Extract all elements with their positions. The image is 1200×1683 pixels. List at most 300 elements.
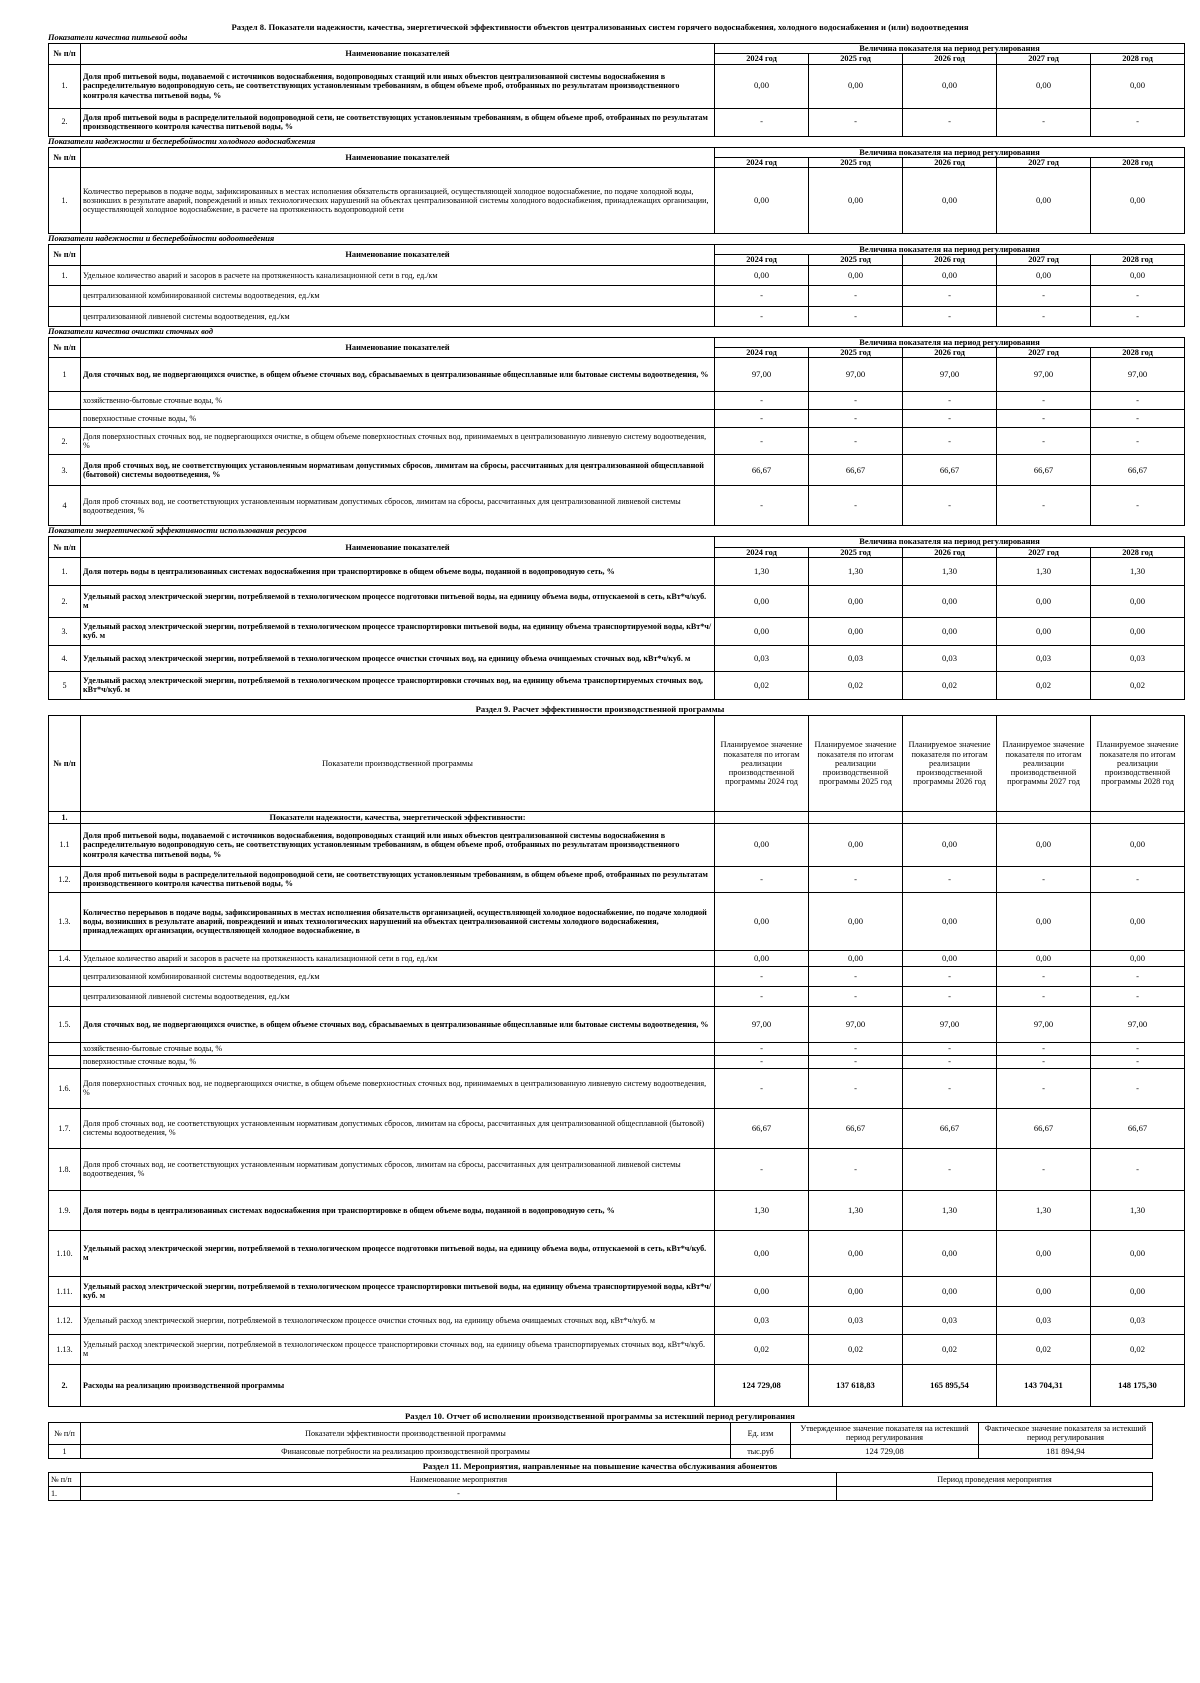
year-header: 2026 год	[903, 348, 997, 358]
col-name-header: Наименование показателей	[81, 537, 715, 558]
row-name: Удельный расход электрической энергии, потребляемой в технологическом процессе транспортировки сточных вод, на единицу объема транспортируемых сточных вод, кВт*ч/куб. м	[81, 671, 715, 699]
row-value: 0,00	[809, 823, 903, 866]
row-name: Доля проб питьевой воды, подаваемой с источников водоснабжения, водопроводных станций или иных объектов централизованной системы водоснабжения в распределительную водопроводную сеть, не соответствующих установленным требованиям, в общем объеме проб, отобранных по результатам производственного контроля качества питьевой воды, %	[81, 64, 715, 108]
col-value-header: Величина показателя на период регулирования	[715, 147, 1185, 157]
row-value: -	[1091, 486, 1185, 526]
row-value: 0,00	[715, 1276, 809, 1306]
row-value: 0,00	[903, 950, 997, 966]
row-value: 124 729,08	[715, 1364, 809, 1406]
row-value: 0,00	[1091, 617, 1185, 645]
row-value: 0,00	[715, 585, 809, 617]
table-row	[49, 892, 1185, 950]
row-value: 0,00	[997, 823, 1091, 866]
row-value: -	[715, 1148, 809, 1190]
row-value: 66,67	[997, 1108, 1091, 1148]
row-value: 0,00	[1091, 585, 1185, 617]
row-value: 0,02	[715, 1334, 809, 1364]
row-value: -	[1091, 966, 1185, 986]
col-approved-header: Утвержденное значение показателя на истекший период регулирования	[791, 1422, 979, 1444]
row-value: -	[1091, 1068, 1185, 1108]
row-value: 0,03	[715, 645, 809, 671]
row-value: -	[903, 306, 997, 326]
year-header: 2028 год	[1091, 255, 1185, 265]
year-header: 2024 год	[715, 157, 809, 167]
row-number: 1.	[49, 557, 81, 585]
row-value: -	[809, 108, 903, 136]
row-name: поверхностные сточные воды, %	[81, 1055, 715, 1068]
row-value: -	[809, 486, 903, 526]
row-value: -	[903, 428, 997, 455]
table-row	[49, 1055, 1185, 1068]
row-number: 1.5.	[49, 1006, 81, 1042]
row-number: 1.6.	[49, 1068, 81, 1108]
row-number: 1.	[49, 64, 81, 108]
row-value: -	[1091, 410, 1185, 428]
row-value: 66,67	[715, 455, 809, 486]
row-value: 0,00	[997, 617, 1091, 645]
table-row	[49, 823, 1185, 866]
row-value: 0,00	[809, 1230, 903, 1276]
row-number: 2.	[49, 585, 81, 617]
year-header: 2025 год	[809, 348, 903, 358]
row-value: 0,00	[715, 265, 809, 285]
row-value: 0,00	[715, 823, 809, 866]
row-unit: тыс.руб	[731, 1444, 791, 1458]
table-row	[49, 1006, 1185, 1042]
col-value-header: Величина показателя на период регулирования	[715, 245, 1185, 255]
row-name: Доля сточных вод, не подвергающихся очистке, в общем объеме сточных вод, сбрасываемых в централизованные общесплавные или бытовые системы водоотведения, %	[81, 1006, 715, 1042]
row-value: -	[997, 1068, 1091, 1108]
row-value: -	[997, 108, 1091, 136]
row-name: Доля проб питьевой воды, подаваемой с источников водоснабжения, водопроводных станций или иных объектов централизованной системы водоснабжения в распределительную водопроводную сеть, не соответствующих установленным требованиям, в общем объеме проб, отобранных по результатам производственного контроля качества питьевой воды, %	[81, 823, 715, 866]
row-value: -	[1091, 1148, 1185, 1190]
row-value: 0,00	[903, 1230, 997, 1276]
row-value: 143 704,31	[997, 1364, 1091, 1406]
row-value: 0,00	[903, 64, 997, 108]
row-value: 0,00	[997, 168, 1091, 234]
row-name: хозяйственно-бытовые сточные воды, %	[81, 392, 715, 410]
row-actual: 181 894,94	[979, 1444, 1153, 1458]
row-value: 1,30	[997, 1190, 1091, 1230]
row-period	[837, 1486, 1153, 1500]
row-value: 137 618,83	[809, 1364, 903, 1406]
row-value: -	[809, 1068, 903, 1108]
row-value: -	[997, 966, 1091, 986]
cold-water-reliability-title: Показатели надежности и бесперебойности холодного водоснабжения	[48, 136, 316, 146]
water-quality-title: Показатели качества питьевой воды	[48, 33, 188, 42]
row-value: 0,00	[997, 585, 1091, 617]
row-value: -	[715, 392, 809, 410]
row-number	[49, 306, 81, 326]
row-value: 0,00	[809, 950, 903, 966]
year-header: 2027 год	[997, 255, 1091, 265]
row-value: -	[809, 1042, 903, 1055]
year-header: 2024 год	[715, 348, 809, 358]
row-value: -	[809, 392, 903, 410]
row-value: 0,00	[1091, 892, 1185, 950]
row-value: -	[903, 1042, 997, 1055]
row-value: 0,02	[903, 671, 997, 699]
section-11-title: Раздел 11. Мероприятия, направленные на повышение качества обслуживания абонентов	[422, 1460, 778, 1471]
row-value: 0,03	[1091, 1306, 1185, 1334]
row-value: 148 175,30	[1091, 1364, 1185, 1406]
row-value: -	[1091, 1055, 1185, 1068]
col-value-header: Планируемое значение показателя по итогам реализации производственной программы 2027 год	[997, 715, 1091, 811]
cold-water-reliability-table	[48, 147, 1185, 235]
row-number: 1.10.	[49, 1230, 81, 1276]
year-header: 2026 год	[903, 157, 997, 167]
year-header: 2026 год	[903, 547, 997, 557]
row-value: 97,00	[715, 358, 809, 392]
col-no-header: № п/п	[49, 337, 81, 358]
row-value: 1,30	[903, 557, 997, 585]
row-value: -	[715, 285, 809, 306]
table-row	[49, 428, 1185, 455]
row-value: 0,00	[997, 64, 1091, 108]
row-number	[49, 410, 81, 428]
row-name: Удельный расход электрической энергии, потребляемой в технологическом процессе очистки сточных вод, на единицу объема очищаемых сточных вод, кВт*ч/куб. м	[81, 1306, 715, 1334]
col-value-header: Планируемое значение показателя по итогам реализации производственной программы 2025 год	[809, 715, 903, 811]
row-value: 0,00	[715, 892, 809, 950]
col-value-header: Планируемое значение показателя по итогам реализации производственной программы 2028 год	[1091, 715, 1185, 811]
row-value: -	[809, 306, 903, 326]
row-value: -	[997, 410, 1091, 428]
row-value: 0,00	[903, 265, 997, 285]
row-value: -	[903, 410, 997, 428]
col-name-header: Наименование показателей	[81, 337, 715, 358]
row-value: 66,67	[903, 455, 997, 486]
row-number: 1.2.	[49, 866, 81, 892]
row-value: -	[997, 392, 1091, 410]
row-value: 0,03	[997, 1306, 1091, 1334]
col-no-header: № п/п	[49, 715, 81, 811]
table-row	[49, 966, 1185, 986]
row-value: 97,00	[903, 1006, 997, 1042]
row-value: -	[1091, 1042, 1185, 1055]
table-row	[49, 1108, 1185, 1148]
table-row	[49, 1190, 1185, 1230]
table-row	[49, 1486, 1153, 1500]
table-row	[49, 1334, 1185, 1364]
wastewater-quality-table	[48, 337, 1185, 527]
row-number: 1.	[49, 168, 81, 234]
row-value: -	[715, 966, 809, 986]
row-value: 0,03	[903, 645, 997, 671]
year-header: 2028 год	[1091, 54, 1185, 64]
row-name: Доля проб питьевой воды в распределительной водопроводной сети, не соответствующих установленным требованиям, в общем объеме проб, отобранных по результатам производственного контроля качества питьевой воды, %	[81, 108, 715, 136]
row-number: 1.13.	[49, 1334, 81, 1364]
table-row	[49, 486, 1185, 526]
year-header: 2027 год	[997, 547, 1091, 557]
row-name: централизованной ливневой системы водоотведения, ед./км	[81, 306, 715, 326]
table-row	[49, 455, 1185, 486]
row-value: 0,03	[903, 1306, 997, 1334]
row-number: 1.7.	[49, 1108, 81, 1148]
row-value: 66,67	[809, 455, 903, 486]
row-value: -	[903, 1068, 997, 1108]
row-name: централизованной комбинированной системы водоотведения, ед./км	[81, 285, 715, 306]
row-value: -	[1091, 392, 1185, 410]
col-name-header: Наименование показателей	[81, 44, 715, 65]
year-header: 2028 год	[1091, 348, 1185, 358]
row-number: 1.9.	[49, 1190, 81, 1230]
row-number: 4.	[49, 645, 81, 671]
row-value: 0,00	[715, 617, 809, 645]
row-value: 0,03	[715, 1306, 809, 1334]
row-name: Удельное количество аварий и засоров в расчете на протяженность канализационной сети в год, ед./км	[81, 265, 715, 285]
row-value: -	[809, 866, 903, 892]
section-10-title: Раздел 10. Отчет об исполнении производственной программы за истекший период регулирования	[404, 1410, 795, 1421]
row-value: 0,02	[903, 1334, 997, 1364]
row-number: 1.3.	[49, 892, 81, 950]
year-header: 2027 год	[997, 54, 1091, 64]
row-value: 0,00	[809, 64, 903, 108]
table-row	[49, 866, 1185, 892]
row-number: 1	[49, 1444, 81, 1458]
row-value: 0,02	[809, 671, 903, 699]
row-value: -	[1091, 108, 1185, 136]
row-value: 0,00	[715, 950, 809, 966]
row-value: 0,00	[903, 168, 997, 234]
row-value: 1,30	[715, 557, 809, 585]
col-no-header: № п/п	[49, 537, 81, 558]
row-name: Доля потерь воды в централизованных системах водоснабжения при транспортировке в общем объеме воды, поданной в водопроводную сеть, %	[81, 557, 715, 585]
row-value: -	[903, 486, 997, 526]
row-name: Удельный расход электрической энергии, потребляемой в технологическом процессе очистки сточных вод, на единицу объема очищаемых сточных вод, кВт*ч/куб. м	[81, 645, 715, 671]
row-number: 1.8.	[49, 1148, 81, 1190]
row-value: 0,00	[715, 64, 809, 108]
row-value: 0,00	[715, 1230, 809, 1276]
row-value: 66,67	[1091, 455, 1185, 486]
table-row	[49, 986, 1185, 1006]
row-value: -	[997, 428, 1091, 455]
col-name-header: Наименование показателей	[81, 147, 715, 168]
row-value: 0,00	[997, 265, 1091, 285]
row-value: 97,00	[809, 1006, 903, 1042]
col-no-header: № п/п	[49, 1422, 81, 1444]
wastewater-quality-title: Показатели качества очистки сточных вод	[48, 326, 213, 336]
row-name: Доля проб сточных вод, не соответствующих установленным нормативам допустимых сбросов, лимитам на сбросы, рассчитанных для централизованной ливневой системы водоотведения, %	[81, 486, 715, 526]
row-approved: 124 729,08	[791, 1444, 979, 1458]
row-value: 0,02	[1091, 1334, 1185, 1364]
row-value: -	[997, 285, 1091, 306]
row-number	[49, 1042, 81, 1055]
expenses-row	[49, 1364, 1185, 1406]
table-row	[49, 1068, 1185, 1108]
row-number	[49, 986, 81, 1006]
row-value: 0,00	[809, 265, 903, 285]
row-name: хозяйственно-бытовые сточные воды, %	[81, 1042, 715, 1055]
row-name: Финансовые потребности на реализацию производственной программы	[81, 1444, 731, 1458]
col-value-header: Величина показателя на период регулирования	[715, 44, 1185, 54]
row-value: 0,00	[903, 1276, 997, 1306]
row-number: 1.4.	[49, 950, 81, 966]
row-value: -	[903, 392, 997, 410]
row-value: -	[715, 1068, 809, 1108]
table-row	[49, 265, 1185, 285]
row-name: поверхностные сточные воды, %	[81, 410, 715, 428]
row-name: Доля поверхностных сточных вод, не подвергающихся очистке, в общем объеме поверхностных сточных вод, принимаемых в централизованную ливневую систему водоотведения, %	[81, 1068, 715, 1108]
table-row	[49, 358, 1185, 392]
row-value: 0,02	[715, 671, 809, 699]
row-value: 97,00	[997, 358, 1091, 392]
section-9-title: Раздел 9. Расчет эффективности производственной программы	[475, 703, 725, 714]
table-row	[49, 108, 1185, 136]
row-name: Удельное количество аварий и засоров в расчете на протяженность канализационной сети в год, ед./км	[81, 950, 715, 966]
row-value: 0,00	[1091, 1276, 1185, 1306]
row-value: -	[715, 986, 809, 1006]
row-name: Удельный расход электрической энергии, потребляемой в технологическом процессе подготовки питьевой воды, на единицу объема воды, отпускаемой в сеть, кВт*ч/куб. м	[81, 1230, 715, 1276]
table-row	[49, 1306, 1185, 1334]
row-number: 1	[49, 358, 81, 392]
row-number: 4	[49, 486, 81, 526]
year-header: 2026 год	[903, 255, 997, 265]
row-value: 66,67	[1091, 1108, 1185, 1148]
row-value: -	[997, 1148, 1091, 1190]
year-header: 2025 год	[809, 54, 903, 64]
row-name: Количество перерывов в подаче воды, зафиксированных в местах исполнения обязательств организацией, осуществляющей холодное водоснабжение, по подаче холодной воды, возникших в результате аварий, повреждений и иных технологических нарушений на объектах централизованной системы холодного водоснабжения, принадлежащих организации, осуществляющей холодное водоснабжение, в	[81, 892, 715, 950]
row-value: 0,03	[997, 645, 1091, 671]
row-value: -	[809, 428, 903, 455]
col-value-header: Планируемое значение показателя по итогам реализации производственной программы 2026 год	[903, 715, 997, 811]
col-no-header: № п/п	[49, 147, 81, 168]
group-title: Показатели надежности, качества, энергетической эффективности:	[81, 811, 715, 823]
row-value: -	[715, 1055, 809, 1068]
row-value: 66,67	[903, 1108, 997, 1148]
row-value: 0,00	[809, 1276, 903, 1306]
row-value: 0,00	[1091, 1230, 1185, 1276]
row-value: 0,02	[809, 1334, 903, 1364]
row-name: Удельный расход электрической энергии, потребляемой в технологическом процессе транспортировки питьевой воды, на единицу объема транспортируемой воды, кВт*ч/куб. м	[81, 1276, 715, 1306]
row-value: -	[997, 866, 1091, 892]
section-8-title: Раздел 8. Показатели надежности, качества, энергетической эффективности объектов централизованных систем горячего водоснабжения, холодного водоснабжения и (или) водоотведения	[231, 22, 969, 32]
sewer-reliability-table	[48, 244, 1185, 327]
energy-efficiency-table	[48, 536, 1185, 700]
row-number: 1.11.	[49, 1276, 81, 1306]
row-value: -	[715, 486, 809, 526]
row-value: 0,00	[997, 950, 1091, 966]
table-row	[49, 392, 1185, 410]
energy-efficiency-title: Показатели энергетической эффективности использования ресурсов	[48, 526, 307, 536]
row-value: 0,02	[997, 671, 1091, 699]
row-value: -	[1091, 986, 1185, 1006]
row-number: 1.	[49, 811, 81, 823]
row-value: -	[997, 1055, 1091, 1068]
table-row	[49, 1042, 1185, 1055]
row-number	[49, 966, 81, 986]
year-header: 2024 год	[715, 255, 809, 265]
row-number: 3.	[49, 617, 81, 645]
row-value: -	[903, 966, 997, 986]
row-name: Доля проб сточных вод, не соответствующих установленным нормативам допустимых сбросов, лимитам на сбросы, рассчитанных для централизованной общесплавной (бытовой) системы водоотведения, %	[81, 455, 715, 486]
row-value: 1,30	[809, 1190, 903, 1230]
row-name: Доля проб питьевой воды в распределительной водопроводной сети, не соответствующих установленным требованиям, в общем объеме проб, отобранных по результатам производственного контроля качества питьевой воды, %	[81, 866, 715, 892]
row-value: 0,03	[809, 645, 903, 671]
sewer-reliability-title: Показатели надежности и бесперебойности водоотведения	[48, 234, 275, 244]
row-value: 165 895,54	[903, 1364, 997, 1406]
table-row	[49, 557, 1185, 585]
row-value: 0,00	[903, 892, 997, 950]
row-value: 97,00	[997, 1006, 1091, 1042]
row-value: -	[997, 306, 1091, 326]
row-number: 2.	[49, 428, 81, 455]
row-value: 1,30	[1091, 1190, 1185, 1230]
year-header: 2028 год	[1091, 157, 1185, 167]
row-value: 97,00	[1091, 358, 1185, 392]
measures-table	[48, 1472, 1153, 1501]
row-value: -	[903, 986, 997, 1006]
col-name-header: Наименование мероприятия	[81, 1472, 837, 1486]
col-no-header: № п/п	[49, 245, 81, 266]
table-row	[49, 306, 1185, 326]
table-row	[49, 1230, 1185, 1276]
row-value: 0,00	[1091, 168, 1185, 234]
row-value: 66,67	[997, 455, 1091, 486]
row-value: 0,00	[903, 617, 997, 645]
year-header: 2027 год	[997, 157, 1091, 167]
table-row	[49, 1276, 1185, 1306]
row-number: 1.12.	[49, 1306, 81, 1334]
year-header: 2024 год	[715, 547, 809, 557]
row-value: -	[1091, 306, 1185, 326]
row-value: -	[903, 1055, 997, 1068]
row-value: 1,30	[903, 1190, 997, 1230]
row-value: 0,00	[903, 823, 997, 866]
row-value: -	[1091, 866, 1185, 892]
row-value: 0,00	[903, 585, 997, 617]
row-value: -	[903, 285, 997, 306]
table-row	[49, 671, 1185, 699]
row-value: 0,00	[997, 1230, 1091, 1276]
year-header: 2027 год	[997, 348, 1091, 358]
row-number: 5	[49, 671, 81, 699]
group-row	[49, 811, 1185, 823]
row-value: 0,00	[1091, 823, 1185, 866]
row-value: -	[809, 410, 903, 428]
row-number: 3.	[49, 455, 81, 486]
row-name: Удельный расход электрической энергии, потребляемой в технологическом процессе подготовки питьевой воды, на единицу объема воды, отпускаемой в сеть, кВт*ч/куб. м	[81, 585, 715, 617]
row-number: 1.1	[49, 823, 81, 866]
row-value: -	[715, 410, 809, 428]
row-value: 0,00	[1091, 64, 1185, 108]
row-value: 1,30	[1091, 557, 1185, 585]
table-row	[49, 168, 1185, 234]
row-number	[49, 392, 81, 410]
row-value: -	[809, 1148, 903, 1190]
year-header: 2025 год	[809, 547, 903, 557]
year-header: 2026 год	[903, 54, 997, 64]
row-value: -	[715, 1042, 809, 1055]
row-value: -	[997, 1042, 1091, 1055]
row-name: Расходы на реализацию производственной программы	[81, 1364, 715, 1406]
row-number: 1.	[49, 265, 81, 285]
table-row	[49, 1444, 1153, 1458]
col-name-header: Показатели производственной программы	[81, 715, 715, 811]
row-value: -	[1091, 428, 1185, 455]
col-no-header: № п/п	[49, 1472, 81, 1486]
col-name-header: Наименование показателей	[81, 245, 715, 266]
row-name: централизованной ливневой системы водоотведения, ед./км	[81, 986, 715, 1006]
row-value: -	[997, 986, 1091, 1006]
row-value: 0,00	[809, 892, 903, 950]
row-name: Доля поверхностных сточных вод, не подвергающихся очистке, в общем объеме поверхностных сточных вод, принимаемых в централизованную ливневую систему водоотведения, %	[81, 428, 715, 455]
row-value: 0,00	[997, 892, 1091, 950]
row-name: централизованной комбинированной системы водоотведения, ед./км	[81, 966, 715, 986]
row-value: 0,00	[809, 617, 903, 645]
row-value: 1,30	[809, 557, 903, 585]
table-row	[49, 645, 1185, 671]
year-header: 2025 год	[809, 255, 903, 265]
